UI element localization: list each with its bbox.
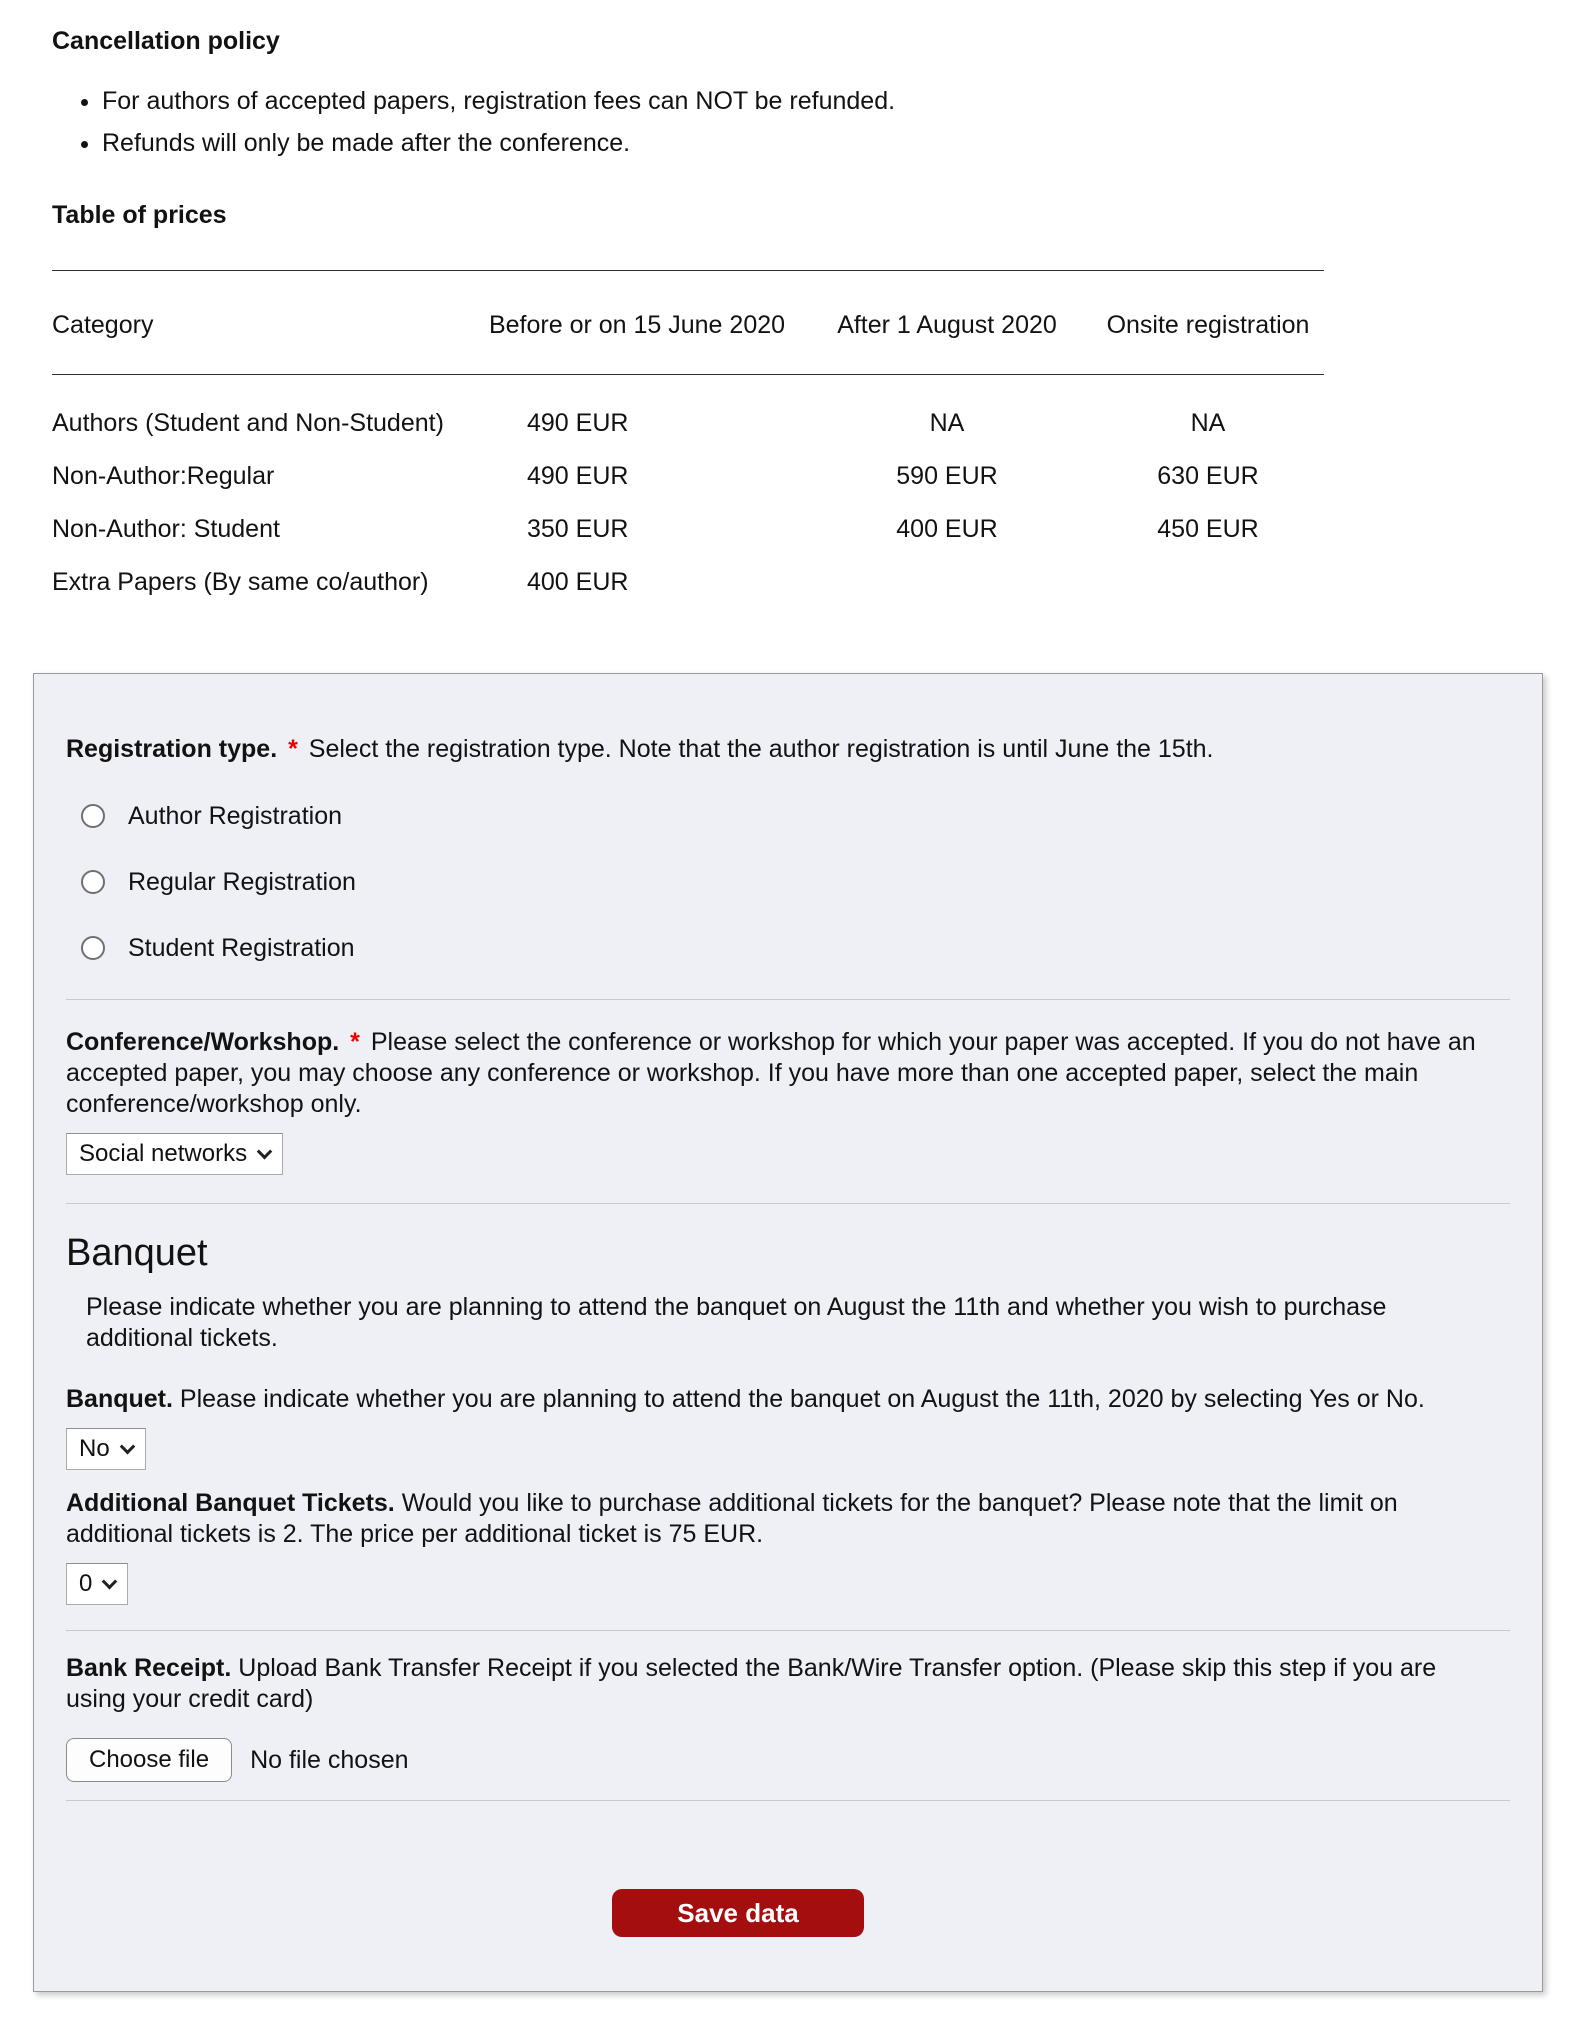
table-cell-before: 490 EUR: [527, 409, 629, 437]
table-cell-category: Extra Papers (By same co/author): [52, 568, 429, 596]
required-asterisk: *: [350, 1028, 360, 1056]
bank-receipt-field-label: [66, 1653, 1456, 1715]
policy-bullet: • Refunds will only be made after the conference.: [102, 122, 1536, 164]
column-header-before: Before or on 15 June 2020: [472, 271, 802, 375]
additional-tickets-select-value: 0: [79, 1570, 93, 1597]
table-of-prices-heading: Table of prices: [52, 201, 227, 229]
table-cell-category: Authors (Student and Non-Student): [52, 409, 444, 437]
prices-table: [52, 270, 1324, 609]
banquet-heading: Banquet: [66, 1232, 208, 1274]
section-divider: [66, 1800, 1510, 1801]
additional-tickets-description: Would you like to purchase additional tickets for the banquet? Please note that the limit on additional tickets is 2. The price per additional ticket is 75 EUR.: [66, 1489, 1398, 1548]
bank-receipt-description: Upload Bank Transfer Receipt if you selected the Bank/Wire Transfer option. (Please skip this step if you are using your credit card): [66, 1654, 1437, 1713]
radio-option: [66, 801, 1510, 831]
additional-tickets-field-label: [66, 1488, 1456, 1550]
table-cell-after: 400 EUR: [896, 515, 998, 543]
section-divider: [66, 1203, 1510, 1204]
file-status-text: No file chosen: [250, 1745, 409, 1774]
additional-tickets-select[interactable]: [66, 1563, 128, 1605]
chevron-down-icon: [102, 1573, 118, 1589]
table-cell-before: 350 EUR: [527, 515, 629, 543]
section-divider: [66, 1630, 1510, 1631]
banquet-description: Please indicate whether you are planning to attend the banquet on August the 11th and whether you wish to purchase additional tickets.: [86, 1293, 1387, 1352]
radio-option-label[interactable]: Student Registration: [128, 933, 355, 962]
table-cell-onsite: 630 EUR: [1157, 462, 1259, 490]
required-asterisk: *: [288, 735, 298, 763]
additional-tickets-label: Additional Banquet Tickets.: [66, 1489, 395, 1517]
radio-button-icon[interactable]: [81, 936, 105, 960]
column-header-onsite: Onsite registration: [1092, 271, 1324, 375]
prices-header-row: [52, 271, 1324, 375]
form-actions: [66, 1889, 1510, 1937]
chevron-down-icon: [257, 1143, 273, 1159]
conference-select-value: Social networks: [79, 1140, 248, 1167]
radio-option-label[interactable]: Author Registration: [128, 801, 343, 830]
radio-option-label[interactable]: Regular Registration: [128, 867, 356, 896]
conference-workshop-label: Conference/Workshop.: [66, 1028, 340, 1056]
banquet-field-label: [66, 1384, 1456, 1415]
conference-select[interactable]: [66, 1133, 283, 1175]
table-row: [52, 375, 1324, 451]
table-cell-before: 400 EUR: [527, 568, 629, 596]
bank-receipt-label: Bank Receipt.: [66, 1654, 232, 1682]
radio-button-icon[interactable]: [81, 804, 105, 828]
table-cell-onsite: 450 EUR: [1157, 515, 1259, 543]
radio-option: [66, 867, 1510, 897]
table-row: [52, 556, 1324, 609]
table-cell-before: 490 EUR: [527, 462, 629, 490]
registration-type-label: Registration type.: [66, 735, 278, 763]
conference-workshop-description: Please select the conference or workshop for which your paper was accepted. If you do not have an accepted paper, you may choose any conference or workshop. If you have more than one accepted paper, select the main conference/workshop only.: [66, 1028, 1476, 1118]
banquet-select-value: No: [79, 1435, 110, 1462]
cancellation-policy-heading: Cancellation policy: [52, 27, 280, 55]
registration-form: [33, 673, 1543, 1992]
banquet-select[interactable]: [66, 1428, 146, 1470]
page-content: [52, 0, 1536, 609]
column-header-after: After 1 August 2020: [802, 271, 1092, 375]
registration-type-field-label: [66, 734, 1456, 765]
table-cell-category: Non-Author:Regular: [52, 462, 275, 490]
registration-type-radio-group: [66, 801, 1510, 963]
table-cell-category: Non-Author: Student: [52, 515, 280, 543]
bank-receipt-file-input: [66, 1738, 1510, 1782]
radio-option: [66, 933, 1510, 963]
table-row: [52, 450, 1324, 503]
choose-file-button[interactable]: Choose file: [66, 1738, 232, 1782]
banquet-field-description: Please indicate whether you are planning to attend the banquet on August the 11th, 2020 by selecting Yes or No.: [179, 1385, 1425, 1413]
table-cell-onsite: NA: [1190, 409, 1226, 437]
chevron-down-icon: [119, 1438, 135, 1454]
registration-type-description: Select the registration type. Note that the author registration is until June the 15th.: [308, 735, 1214, 763]
save-data-button[interactable]: Save data: [612, 1889, 864, 1937]
table-cell-onsite: [1092, 556, 1324, 609]
cancellation-list: [52, 80, 1536, 164]
table-row: [52, 503, 1324, 556]
conference-workshop-field-label: [66, 1027, 1510, 1120]
table-cell-after: NA: [929, 409, 965, 437]
section-divider: [66, 999, 1510, 1000]
banquet-label: Banquet.: [66, 1385, 173, 1413]
prices-table-body: [52, 375, 1324, 610]
column-header-category: Category: [52, 271, 472, 375]
radio-button-icon[interactable]: [81, 870, 105, 894]
table-cell-after: [802, 556, 1092, 609]
table-cell-after: 590 EUR: [896, 462, 998, 490]
policy-bullet: • For authors of accepted papers, registration fees can NOT be refunded.: [102, 80, 1536, 122]
